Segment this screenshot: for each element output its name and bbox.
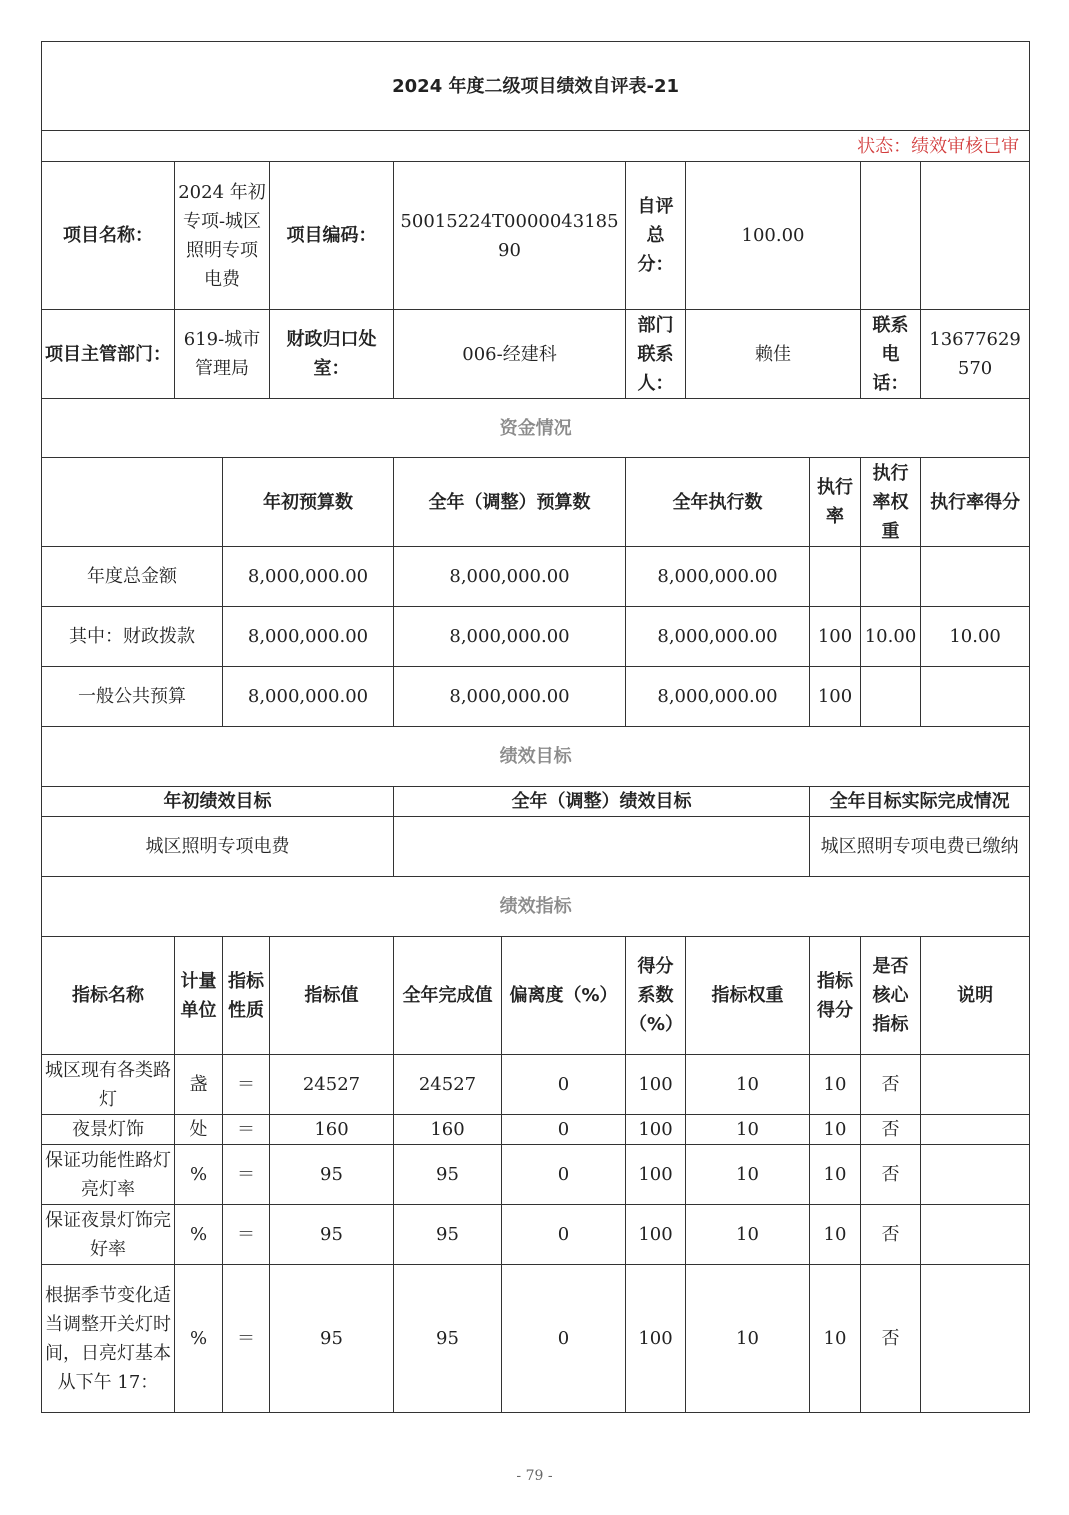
indicator-cell: 10 (810, 1205, 861, 1265)
indicator-cell: 95 (394, 1145, 502, 1205)
funds-cell: 8,000,000.00 (626, 667, 810, 727)
indicators-header: 说明 (921, 937, 1030, 1055)
indicator-cell: 0 (502, 1265, 626, 1413)
indicator-cell: 夜景灯饰 (42, 1115, 175, 1145)
funds-cell (861, 667, 921, 727)
indicators-header: 指标性质 (223, 937, 270, 1055)
indicator-cell: 10 (686, 1115, 810, 1145)
indicators-header: 指标值 (270, 937, 394, 1055)
funds-cell: 8,000,000.00 (626, 547, 810, 607)
indicator-cell: 95 (270, 1265, 394, 1413)
indicator-cell: 10 (810, 1055, 861, 1115)
goals-cell: 城区照明专项电费已缴纳 (810, 817, 1030, 877)
funds-cell: 一般公共预算 (42, 667, 223, 727)
funds-row (42, 667, 1030, 727)
status-badge: 状态：绩效审核已审 (42, 131, 1030, 162)
funds-header (42, 458, 223, 547)
funds-cell: 8,000,000.00 (394, 667, 626, 727)
indicator-cell: % (175, 1205, 223, 1265)
indicator-cell: ＝ (223, 1115, 270, 1145)
info-empty-cell (921, 162, 1030, 310)
indicator-cell (921, 1145, 1030, 1205)
funds-cell: 8,000,000.00 (394, 607, 626, 667)
finance-value: 006-经建科 (394, 310, 626, 399)
funds-row (42, 547, 1030, 607)
funds-header: 执行率权重 (861, 458, 921, 547)
indicator-cell: 否 (861, 1115, 921, 1145)
indicator-row (42, 1115, 1030, 1145)
funds-header: 年初预算数 (223, 458, 394, 547)
funds-header: 全年（调整）预算数 (394, 458, 626, 547)
goals-header-row (42, 787, 1030, 817)
indicator-cell: 24527 (394, 1055, 502, 1115)
indicators-section-title: 绩效指标 (42, 877, 1030, 937)
funds-cell (921, 667, 1030, 727)
indicator-cell: ＝ (223, 1265, 270, 1413)
dept-label: 项目主管部门： (42, 310, 175, 399)
indicator-row (42, 1265, 1030, 1413)
indicator-cell: 160 (270, 1115, 394, 1145)
dept-value: 619-城市管理局 (175, 310, 270, 399)
page-title: 2024 年度二级项目绩效自评表-21 (42, 42, 1030, 131)
indicator-cell: % (175, 1265, 223, 1413)
evaluation-table (41, 41, 1030, 1413)
goals-cell (394, 817, 810, 877)
indicator-cell: 100 (626, 1055, 686, 1115)
funds-cell (861, 547, 921, 607)
info-row-1 (42, 162, 1030, 310)
indicator-cell: ＝ (223, 1145, 270, 1205)
funds-row (42, 607, 1030, 667)
indicator-cell: 10 (810, 1265, 861, 1413)
contact-value: 赖佳 (686, 310, 861, 399)
indicator-cell: 城区现有各类路灯 (42, 1055, 175, 1115)
indicators-header: 是否核心指标 (861, 937, 921, 1055)
indicator-cell: 0 (502, 1055, 626, 1115)
funds-cell: 8,000,000.00 (223, 667, 394, 727)
funds-header: 全年执行数 (626, 458, 810, 547)
indicator-cell: 100 (626, 1205, 686, 1265)
indicator-cell (921, 1205, 1030, 1265)
contact-label: 部门联系人： (626, 310, 686, 399)
project-name-value: 2024 年初专项-城区照明专项电费 (175, 162, 270, 310)
indicator-cell: 否 (861, 1265, 921, 1413)
phone-label: 联系电话： (861, 310, 921, 399)
indicator-cell: 保证功能性路灯亮灯率 (42, 1145, 175, 1205)
page-number: - 79 - (516, 1468, 553, 1484)
info-row-2 (42, 310, 1030, 399)
indicator-cell (921, 1115, 1030, 1145)
funds-cell: 其中：财政拨款 (42, 607, 223, 667)
indicator-row (42, 1055, 1030, 1115)
indicator-cell: 10 (686, 1205, 810, 1265)
indicator-cell: ＝ (223, 1205, 270, 1265)
indicator-cell: 95 (394, 1265, 502, 1413)
funds-cell: 100 (810, 607, 861, 667)
goals-header: 年初绩效目标 (42, 787, 394, 817)
indicator-row (42, 1205, 1030, 1265)
indicator-cell: 100 (626, 1145, 686, 1205)
funds-header: 执行率 (810, 458, 861, 547)
goals-section-title: 绩效目标 (42, 727, 1030, 787)
indicator-cell: % (175, 1145, 223, 1205)
funds-header: 执行率得分 (921, 458, 1030, 547)
indicator-cell: 根据季节变化适当调整开关灯时间，日亮灯基本从下午 17： (42, 1265, 175, 1413)
indicators-header: 得分系数（%） (626, 937, 686, 1055)
indicator-cell: 10 (810, 1115, 861, 1145)
funds-cell: 100 (810, 667, 861, 727)
indicator-cell (921, 1055, 1030, 1115)
funds-cell: 10.00 (861, 607, 921, 667)
indicator-cell: 否 (861, 1055, 921, 1115)
indicator-cell: ＝ (223, 1055, 270, 1115)
project-name-label: 项目名称： (42, 162, 175, 310)
indicator-cell: 否 (861, 1205, 921, 1265)
funds-cell (921, 547, 1030, 607)
funds-cell: 年度总金额 (42, 547, 223, 607)
project-code-value: 50015224T000004318590 (394, 162, 626, 310)
finance-label: 财政归口处室： (270, 310, 394, 399)
funds-cell: 8,000,000.00 (394, 547, 626, 607)
indicator-cell: 100 (626, 1115, 686, 1145)
funds-cell (810, 547, 861, 607)
score-value: 100.00 (686, 162, 861, 310)
indicator-cell: 盏 (175, 1055, 223, 1115)
indicators-header: 指标权重 (686, 937, 810, 1055)
funds-cell: 8,000,000.00 (223, 547, 394, 607)
indicator-cell: 0 (502, 1115, 626, 1145)
indicator-cell (921, 1265, 1030, 1413)
indicators-header: 指标得分 (810, 937, 861, 1055)
goals-cell: 城区照明专项电费 (42, 817, 394, 877)
indicator-cell: 10 (810, 1145, 861, 1205)
indicator-cell: 处 (175, 1115, 223, 1145)
indicator-cell: 保证夜景灯饰完好率 (42, 1205, 175, 1265)
indicators-header-row (42, 937, 1030, 1055)
funds-cell: 8,000,000.00 (626, 607, 810, 667)
indicator-cell: 100 (626, 1265, 686, 1413)
score-label: 自评总分： (626, 162, 686, 310)
indicator-cell: 10 (686, 1055, 810, 1115)
goals-header: 全年目标实际完成情况 (810, 787, 1030, 817)
indicator-cell: 否 (861, 1145, 921, 1205)
indicator-cell: 0 (502, 1145, 626, 1205)
goals-header: 全年（调整）绩效目标 (394, 787, 810, 817)
indicator-cell: 95 (270, 1145, 394, 1205)
funds-cell: 8,000,000.00 (223, 607, 394, 667)
indicator-row (42, 1145, 1030, 1205)
indicators-header: 全年完成值 (394, 937, 502, 1055)
indicators-header: 偏离度（%） (502, 937, 626, 1055)
goals-row (42, 817, 1030, 877)
indicator-cell: 10 (686, 1265, 810, 1413)
funds-cell: 10.00 (921, 607, 1030, 667)
indicator-cell: 95 (270, 1205, 394, 1265)
indicators-header: 指标名称 (42, 937, 175, 1055)
funds-section-title: 资金情况 (42, 399, 1030, 458)
info-empty-cell (861, 162, 921, 310)
funds-header-row (42, 458, 1030, 547)
project-code-label: 项目编码： (270, 162, 394, 310)
indicators-header: 计量单位 (175, 937, 223, 1055)
indicator-cell: 0 (502, 1205, 626, 1265)
indicator-cell: 160 (394, 1115, 502, 1145)
indicator-cell: 10 (686, 1145, 810, 1205)
phone-value: 13677629570 (921, 310, 1030, 399)
indicator-cell: 24527 (270, 1055, 394, 1115)
evaluation-sheet (41, 41, 1029, 1413)
indicator-cell: 95 (394, 1205, 502, 1265)
